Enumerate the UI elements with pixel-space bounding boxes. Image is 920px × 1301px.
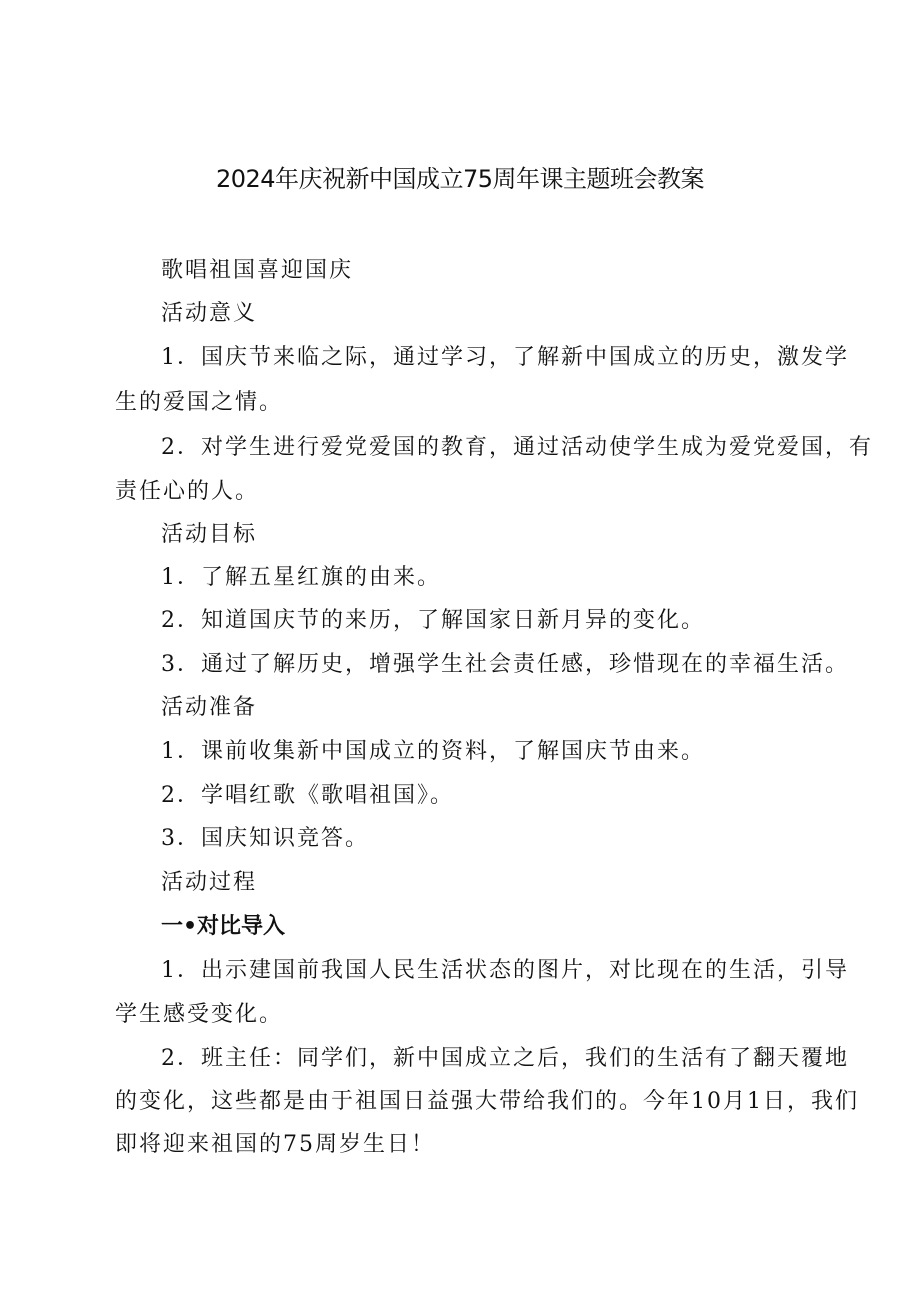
- paragraph-line: 1．国庆节来临之际，通过学习，了解新中国成立的历史，激发学: [161, 345, 849, 370]
- list-item: 1．了解五星红旗的由来。: [161, 565, 441, 590]
- document-title: 2024年庆祝新中国成立75周年课主题班会教案: [215, 165, 705, 193]
- paragraph-line: 即将迎来祖国的75周岁生日！: [115, 1132, 435, 1157]
- list-item: 1．课前收集新中国成立的资料，了解国庆节由来。: [161, 739, 705, 764]
- section-heading-preparation: 活动准备: [161, 695, 258, 720]
- section-heading-process: 活动过程: [161, 870, 258, 895]
- list-item: 3．通过了解历史，增强学生社会责任感，珍惜现在的幸福生活。: [161, 652, 849, 677]
- paragraph-line: 生的爱国之情。: [115, 390, 284, 415]
- section-heading-significance: 活动意义: [161, 301, 258, 326]
- subsection-heading: 一•对比导入: [161, 914, 286, 939]
- list-item: 3．国庆知识竞答。: [161, 826, 369, 851]
- section-heading-goals: 活动目标: [161, 522, 258, 547]
- list-item: 2．学唱红歌《歌唱祖国》。: [161, 783, 454, 808]
- paragraph-line: 2．班主任：同学们，新中国成立之后，我们的生活有了翻天覆地: [161, 1046, 849, 1071]
- paragraph-line: 2．对学生进行爱党爱国的教育，通过活动使学生成为爱党爱国，有: [161, 435, 873, 460]
- paragraph-line: 的变化，这些都是由于祖国日益强大带给我们的。今年10月1日，我们: [115, 1089, 859, 1114]
- subtitle: 歌唱祖国喜迎国庆: [161, 258, 354, 283]
- paragraph-line: 1．出示建国前我国人民生活状态的图片，对比现在的生活，引导: [161, 958, 849, 983]
- paragraph-line: 学生感受变化。: [115, 1002, 284, 1027]
- paragraph-line: 责任心的人。: [115, 479, 260, 504]
- list-item: 2．知道国庆节的来历，了解国家日新月异的变化。: [161, 608, 705, 633]
